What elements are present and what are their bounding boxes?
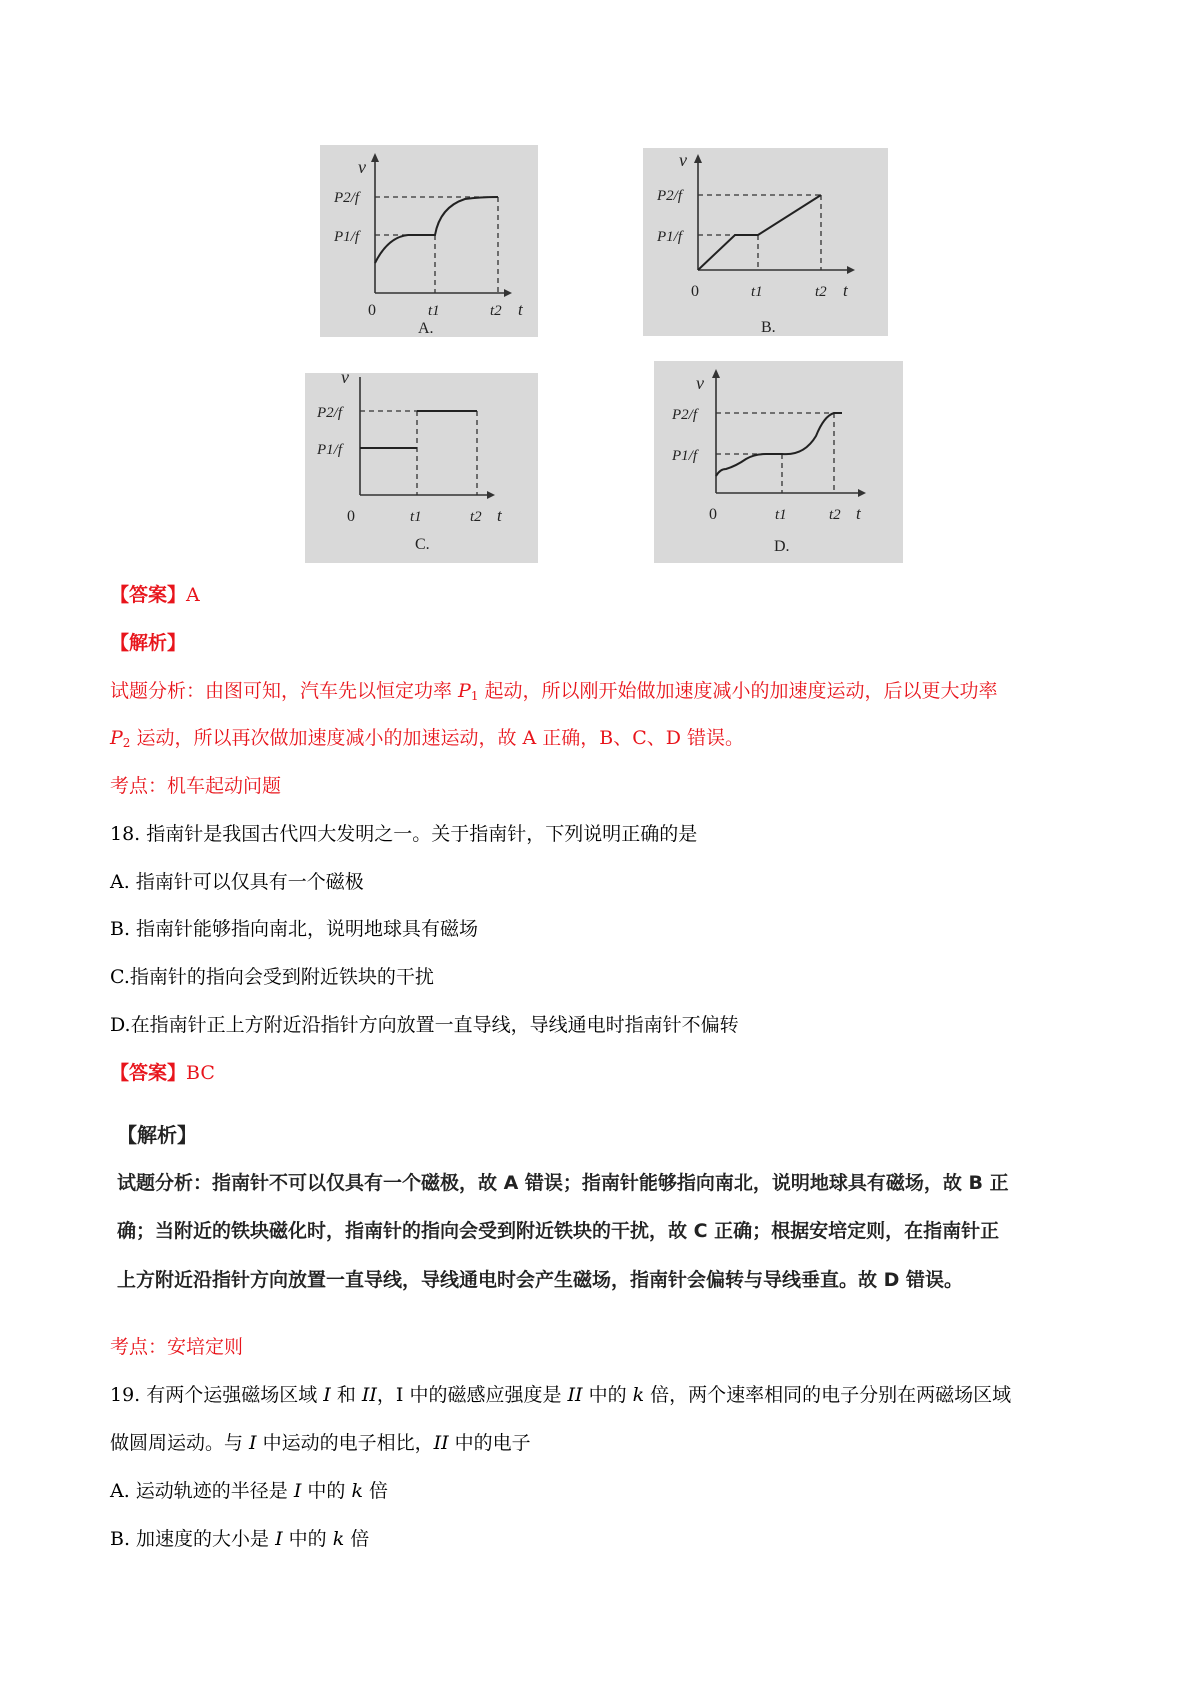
q18-option-c: C.指南针的指向会受到附近铁块的干扰 <box>110 966 434 988</box>
q17-answer-label: 【答案】 <box>110 584 187 606</box>
graph-b <box>643 148 888 336</box>
q18-question: 18. 指南针是我国古代四大发明之一。关于指南针，下列说明正确的是 <box>110 823 698 845</box>
graph-a-p2-label: P2/f <box>334 190 359 206</box>
graph-b-v-label: v <box>679 150 687 170</box>
graph-d-t2: t2 <box>829 507 841 523</box>
q17-analysis-line-1 <box>110 682 998 702</box>
q19-opt-a-text-c: 倍 <box>362 1480 389 1502</box>
q19-opt-a-text-a: A. 运动轨迹的半径是 <box>110 1480 294 1502</box>
graph-d-t-label: t <box>856 504 861 523</box>
q19-k: k <box>632 1384 645 1406</box>
graph-d-v-label: v <box>696 373 704 393</box>
q17-p1-subscript: 1 <box>470 689 479 703</box>
graph-c-t-label: t <box>497 506 502 525</box>
graph-c <box>305 373 538 563</box>
q19-opt-b-text-a: B. 加速度的大小是 <box>110 1528 276 1550</box>
q18-option-b: B. 指南针能够指向南北，说明地球具有磁场 <box>110 918 479 940</box>
q19-text-1a: 19. 有两个运强磁场区域 <box>110 1384 324 1406</box>
graph-a-t1: t1 <box>428 303 440 319</box>
q19-option-a <box>110 1482 388 1501</box>
graph-d-svg <box>654 361 903 563</box>
q18-analysis-line-2: 确；当附近的铁块磁化时，指南针的指向会受到附近铁块的干扰，故 C 正确；根据安培定则，在指南针正 <box>117 1220 1000 1242</box>
graph-b-t2: t2 <box>815 284 827 300</box>
graph-b-caption: B. <box>761 319 776 336</box>
q17-answer <box>110 586 200 605</box>
q17-analysis-line-2 <box>110 729 744 749</box>
graph-b-svg <box>643 148 888 336</box>
q18-answer-label: 【答案】 <box>110 1062 187 1084</box>
q19-region-ii: II <box>361 1384 377 1406</box>
q19-opt-b-text-b: 中的 <box>282 1528 333 1550</box>
graph-a-t-label: t <box>518 300 523 319</box>
q19-opt-a-k: k <box>351 1480 363 1502</box>
q17-p2-subscript: 2 <box>122 736 131 750</box>
graph-c-t2: t2 <box>470 509 482 525</box>
q17-analysis-text-2: 运动，所以再次做加速度减小的加速运动，故 A 正确，B、C、D 错误。 <box>130 727 745 749</box>
graph-c-caption: C. <box>415 536 430 553</box>
q19-region-i: I <box>323 1384 331 1406</box>
q19-region-ii-2: II <box>567 1384 583 1406</box>
graph-d-t1: t1 <box>775 507 787 523</box>
graph-d-origin: 0 <box>709 506 717 523</box>
q19-text-2c: 中的电子 <box>448 1432 531 1454</box>
graph-b-p1-label: P1/f <box>657 229 682 245</box>
graph-d <box>654 361 903 563</box>
q19-text-1d: 中的 <box>582 1384 633 1406</box>
q17-p2-symbol: P <box>110 727 123 749</box>
q19-region-ii-3: II <box>433 1432 449 1454</box>
q17-analysis-label: 【解析】 <box>110 632 187 654</box>
graph-d-caption: D. <box>774 538 790 555</box>
q17-p1-symbol: P <box>458 680 471 702</box>
q18-kaodian: 考点：安培定则 <box>110 1336 244 1358</box>
graph-c-svg <box>305 373 538 563</box>
q19-opt-a-text-b: 中的 <box>301 1480 352 1502</box>
q19-opt-b-i: I <box>275 1528 283 1550</box>
q17-analysis-text-1a: 试题分析：由图可知，汽车先以恒定功率 <box>110 680 459 702</box>
q18-answer-value: BC <box>186 1062 215 1084</box>
q19-text-2a: 做圆周运动。与 <box>110 1432 250 1454</box>
q19-text-1b: 和 <box>330 1384 362 1406</box>
q17-kaodian: 考点：机车起动问题 <box>110 775 282 797</box>
q17-answer-value: A <box>186 584 200 606</box>
q17-analysis-text-1b: 起动，所以刚开始做加速度减小的加速度运动，后以更大功率 <box>478 680 998 702</box>
q18-analysis-line-3: 上方附近沿指针方向放置一直导线，导线通电时会产生磁场，指南针会偏转与导线垂直。故 D 错误。 <box>117 1269 964 1291</box>
q19-region-i-2: I <box>249 1432 257 1454</box>
q19-opt-b-k: k <box>332 1528 345 1550</box>
q18-answer <box>110 1064 215 1083</box>
graph-c-v-label: v <box>341 373 349 387</box>
graph-c-t1: t1 <box>410 509 422 525</box>
q19-opt-a-i: I <box>293 1480 302 1502</box>
graph-b-t1: t1 <box>751 284 763 300</box>
q19-question-line-1 <box>110 1386 1011 1405</box>
q19-text-1c: ，I 中的磁感应强度是 <box>376 1384 568 1406</box>
graph-a-t2: t2 <box>490 303 502 319</box>
graph-a-p1-label: P1/f <box>334 229 359 245</box>
q18-option-d: D.在指南针正上方附近沿指针方向放置一直导线，导线通电时指南针不偏转 <box>110 1014 739 1036</box>
q18-analysis-line-1: 试题分析：指南针不可以仅具有一个磁极，故 A 错误；指南针能够指向南北，说明地球具有磁场，故 B 正 <box>117 1172 1009 1194</box>
q19-text-2b: 中运动的电子相比， <box>256 1432 434 1454</box>
graph-a-caption: A. <box>418 320 434 337</box>
q18-analysis-label: 【解析】 <box>117 1123 197 1147</box>
graph-a <box>320 145 538 337</box>
q19-opt-b-text-c: 倍 <box>344 1528 370 1550</box>
graph-a-origin: 0 <box>368 302 376 319</box>
graph-c-p1-label: P1/f <box>317 442 342 458</box>
graph-c-p2-label: P2/f <box>317 405 342 421</box>
graph-b-origin: 0 <box>691 283 699 300</box>
graph-a-v-label: v <box>358 157 366 177</box>
graph-b-t-label: t <box>843 281 848 300</box>
q18-option-a: A. 指南针可以仅具有一个磁极 <box>110 871 364 893</box>
q19-text-1e: 倍，两个速率相同的电子分别在两磁场区域 <box>644 1384 1012 1406</box>
graph-d-p2-label: P2/f <box>672 407 697 423</box>
q19-question-line-2 <box>110 1434 531 1453</box>
graph-d-p1-label: P1/f <box>672 448 697 464</box>
graph-c-origin: 0 <box>347 508 355 525</box>
q19-option-b <box>110 1530 369 1549</box>
graph-a-svg <box>320 145 538 337</box>
graph-b-p2-label: P2/f <box>657 188 682 204</box>
